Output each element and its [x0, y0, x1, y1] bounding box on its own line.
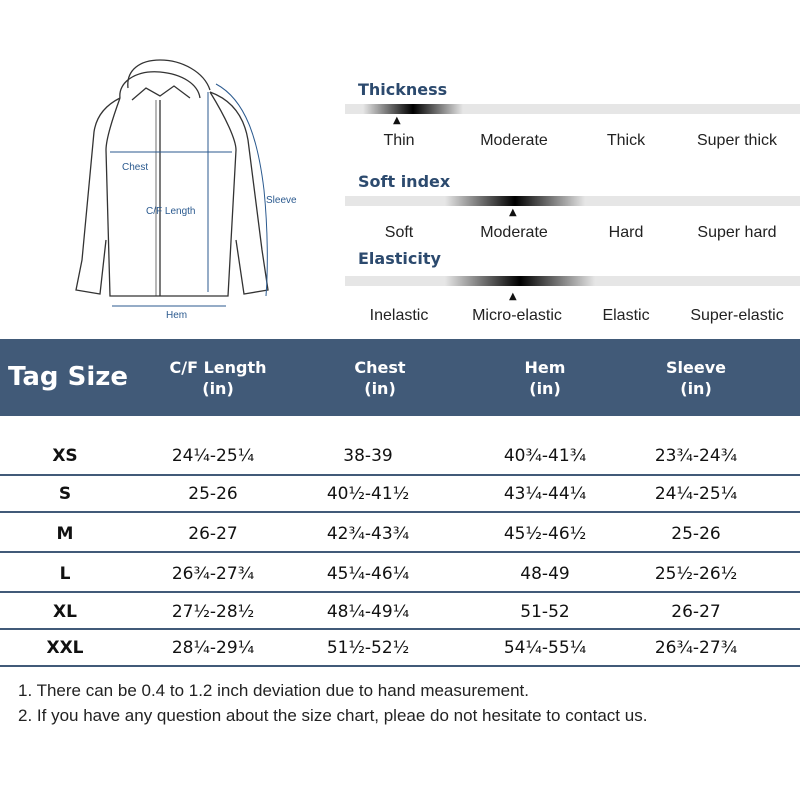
note-deviation: 1. There can be 0.4 to 1.2 inch deviation due to hand measurement. — [18, 681, 529, 700]
row-divider — [0, 591, 800, 593]
soft-index-option-soft: Soft — [384, 224, 414, 241]
hem-label: Hem — [166, 310, 188, 321]
header-sleeve-name: Sleeve — [666, 358, 726, 377]
note-contact: 2. If you have any question about the size chart, pleae do not hesitate to contact us. — [18, 706, 648, 725]
soft-index-title: Soft index — [358, 172, 451, 191]
elasticity-title: Elasticity — [358, 249, 441, 268]
table-cell: 26¾-27¾ — [654, 638, 738, 658]
table-cell: 45¼-46¼ — [326, 564, 410, 584]
table-cell: 26¾-27¾ — [171, 564, 255, 584]
thickness-option-super-thick: Super thick — [696, 132, 778, 149]
table-cell: 26-27 — [671, 602, 721, 622]
header-cf-length-unit: (in) — [202, 379, 234, 398]
soft-index-option-super-hard: Super hard — [697, 224, 777, 241]
thickness-scale — [345, 104, 800, 114]
table-cell: 25½-26½ — [654, 564, 738, 584]
elasticity-option-super-elastic: Super-elastic — [690, 307, 784, 324]
table-cell: 48¼-49¼ — [326, 602, 410, 622]
sleeve-label: Sleeve — [266, 195, 297, 206]
row-divider — [0, 474, 800, 476]
table-cell: 26-27 — [188, 524, 238, 544]
tag-size-cell: M — [56, 524, 74, 544]
table-cell: 38-39 — [343, 446, 393, 466]
jacket-measurement-diagram — [0, 0, 330, 330]
row-divider — [0, 551, 800, 553]
thickness-option-thin: Thin — [383, 132, 415, 149]
tag-size-cell: L — [59, 564, 71, 584]
table-row — [0, 631, 800, 665]
soft-index-option-hard: Hard — [608, 224, 644, 241]
table-cell: 54¼-55¼ — [503, 638, 587, 658]
table-row — [0, 595, 800, 629]
header-hem-unit: (in) — [529, 379, 561, 398]
thickness-marker-icon: ▲ — [393, 115, 401, 126]
header-sleeve — [621, 357, 771, 399]
table-cell: 51½-52½ — [326, 638, 410, 658]
table-cell: 51-52 — [520, 602, 570, 622]
soft-index-marker-icon: ▲ — [509, 207, 517, 218]
table-cell: 24¼-25¼ — [654, 484, 738, 504]
table-cell: 28¼-29¼ — [171, 638, 255, 658]
header-cf-length-name: C/F Length — [169, 358, 267, 377]
table-row — [0, 557, 800, 591]
table-cell: 24¼-25¼ — [171, 446, 255, 466]
table-cell: 25-26 — [671, 524, 721, 544]
elasticity-marker-icon: ▲ — [509, 291, 517, 302]
table-cell: 23¾-24¾ — [654, 446, 738, 466]
table-cell: 43¼-44¼ — [503, 484, 587, 504]
elasticity-option-micro-elastic: Micro-elastic — [472, 307, 562, 324]
row-divider — [0, 628, 800, 630]
elasticity-option-inelastic: Inelastic — [369, 307, 429, 324]
tag-size-cell: XS — [52, 446, 78, 466]
thickness-option-moderate: Moderate — [480, 132, 548, 149]
table-row — [0, 517, 800, 551]
row-divider — [0, 665, 800, 667]
elasticity-option-elastic: Elastic — [602, 307, 650, 324]
table-cell: 45½-46½ — [503, 524, 587, 544]
header-chest — [305, 357, 455, 399]
table-row — [0, 439, 800, 473]
row-divider — [0, 511, 800, 513]
header-tag-size: Tag Size — [8, 362, 128, 392]
chest-label: Chest — [122, 162, 149, 173]
tag-size-cell: XL — [53, 602, 77, 622]
header-hem-name: Hem — [524, 358, 566, 377]
header-hem — [470, 357, 620, 399]
soft-index-scale — [345, 196, 800, 206]
table-cell: 42¾-43¾ — [326, 524, 410, 544]
header-chest-unit: (in) — [364, 379, 396, 398]
soft-index-option-moderate: Moderate — [480, 224, 548, 241]
elasticity-scale — [345, 276, 800, 286]
header-cf-length — [143, 357, 293, 399]
table-cell: 25-26 — [188, 484, 238, 504]
length-label: C/F Length — [146, 206, 196, 217]
thickness-title: Thickness — [358, 80, 448, 99]
header-sleeve-unit: (in) — [680, 379, 712, 398]
table-cell: 40½-41½ — [326, 484, 410, 504]
tag-size-cell: XXL — [46, 638, 84, 658]
table-cell: 27½-28½ — [171, 602, 255, 622]
table-cell: 40¾-41¾ — [503, 446, 587, 466]
thickness-option-thick: Thick — [606, 132, 646, 149]
table-cell: 48-49 — [520, 564, 570, 584]
header-chest-name: Chest — [354, 358, 406, 377]
table-row — [0, 477, 800, 511]
tag-size-cell: S — [58, 484, 72, 504]
